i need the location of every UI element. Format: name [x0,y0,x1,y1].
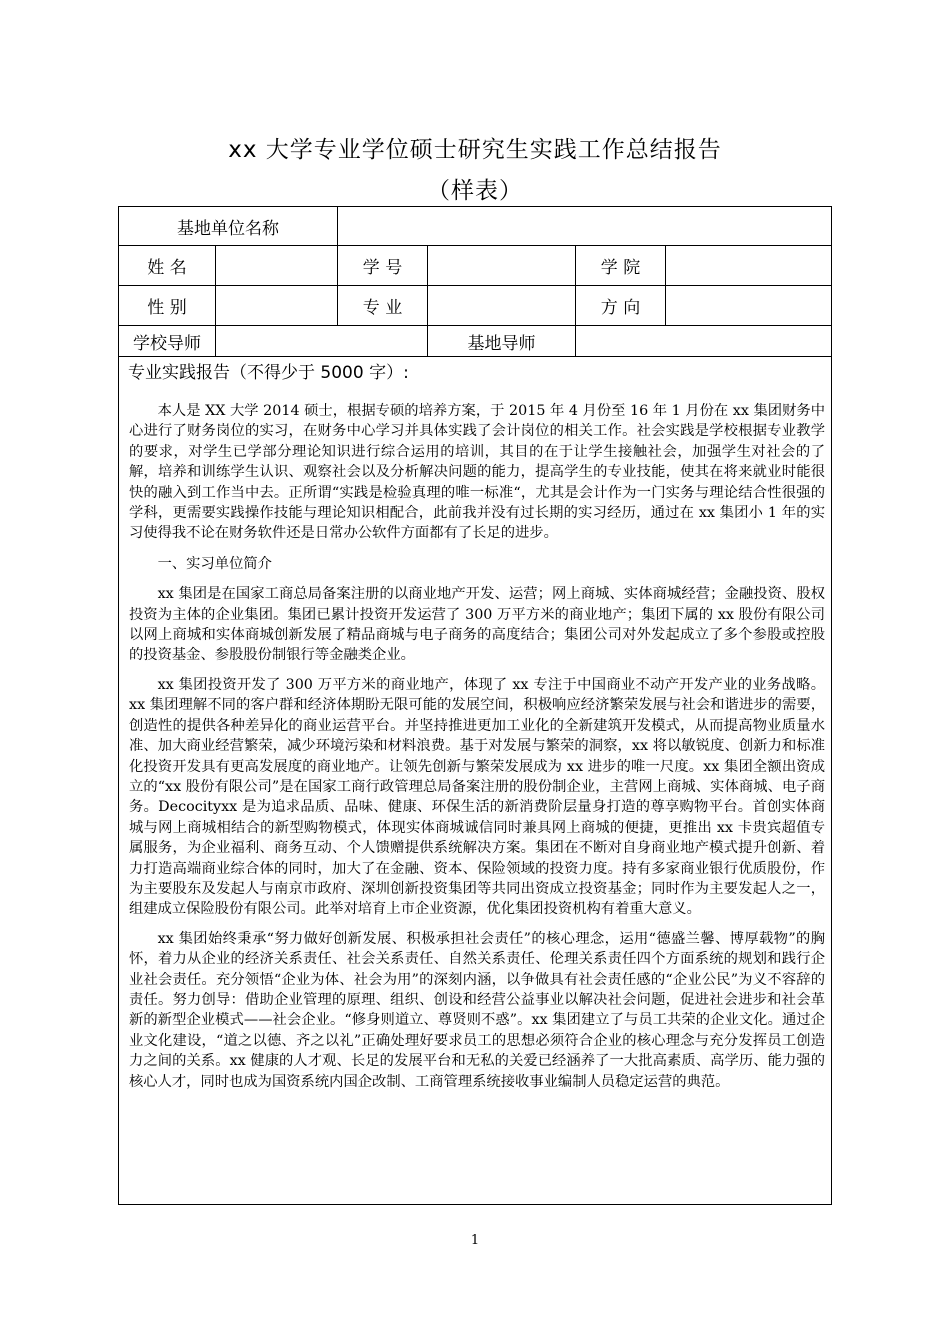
college-label-cell: 学 院 [575,245,666,286]
section-heading-unit-intro: 一、实习单位简介 [157,555,272,572]
base-unit-label-cell: 基地单位名称 [118,206,338,246]
student-id-value-cell[interactable] [427,245,576,286]
report-paragraph-intro: 本人是 XX 大学 2014 硕士，根据专硕的培养方案，于 2015 年 4 月份至 16 年 1 月份在 xx 集团财务中心进行了财务岗位的实习，在财务中心学习并具体实践了会计岗位的相关工作。社会实践是学校根据专业教学的要求，对学生已学部分理论知识进行综合运用的培训，其目的在于让学生接触社会，加强学生对社会的了解，培养和训练学生认识、观察社会以及分析解决问题的能力，提高学生的专业技能，使其在将来就业时能很快的融入到工作当中去。正所谓“实践是检验真理的唯一标准“，尤其是会计作为一门实务与理论结合性很强的学科，更需要实践操作技能与理论知识相配合，此前我并没有过长期的实习经历，通过在 xx 集团小 1 年的实习使得我不论在财务软件还是日常办公软件方面都有了长足的进步。 [129,403,825,542]
name-label-cell: 姓 名 [118,245,216,286]
gender-value-cell[interactable] [215,285,338,326]
document-title: xx 大学专业学位硕士研究生实践工作总结报告 [228,137,722,163]
practice-report-body [129,401,825,1101]
report-paragraph: xx 集团投资开发了 300 万平方米的商业地产，体现了 xx 专注于中国商业不动产开发产业的业务战略。xx 集团理解不同的客户群和经济体期盼无限可能的发展空间，积极响应经济繁荣发展与社会和谐进步的需要，创造性的提供各种差异化的商业运营平台。并坚持推进更加工业化的全新建筑开发模式，从而提高物业质量水准、加大商业经营繁荣，减少环境污染和材料浪费。基于对发展与繁荣的洞察，xx 将以敏锐度、创新力和标准化投资开发具有更高发展度的商业地产。让领先创新与繁荣发展成为 xx 进步的唯一尺度。xx 集团全额出资成立的“xx 股份有限公司”是在国家工商行政管理总局备案注册的股份制企业，主营网上商城、实体商城、电子商务。Decocityxx 是为追求品质、品味、健康、环保生活的新消费阶层量身打造的尊享购物平台。首创实体商城与网上商城相结合的新型购物模式，体现实体商城诚信同时兼具网上商城的便捷，更推出 xx 卡贵宾超值专属服务，为企业福利、商务互动、个人馈赠提供系统解决方案。集团在不断对自身商业地产模式提升创新、着力打造高端商业综合体的同时，加大了在金融、资本、保险领域的投资力度。持有多家商业银行优质股份，作为主要股东及发起人与南京市政府、深圳创新投资集团等共同出资成立投资基金；同时作为主要发起人之一，组建成立保险股份有限公司。此举对培育上市企业资源，优化集团投资机构有着重大意义。 [129,676,825,918]
direction-label-cell: 方 向 [575,285,666,326]
student-id-label-cell: 学 号 [337,245,428,286]
document-subtitle: （样表） [427,178,523,204]
college-value-cell[interactable] [665,245,832,286]
major-label-cell: 专 业 [337,285,428,326]
gender-label-cell: 性 别 [118,285,216,326]
base-unit-value-cell[interactable] [337,206,832,246]
practice-report-box [118,356,832,1205]
base-advisor-label-cell: 基地导师 [427,325,576,357]
report-paragraph: xx 集团是在国家工商总局备案注册的以商业地产开发、运营；网上商城、实体商城经营；金融投资、股权投资为主体的企业集团。集团已累计投资开发运营了 300 万平方米的商业地产；集团下属的 xx 股份有限公司以网上商城和实体商城创新发展了精品商城与电子商务的高度结合；集团公司对外发起成立了多个参股或控股的投资基金、参股股份制银行等金融类企业。 [129,586,825,664]
school-advisor-value-cell[interactable] [215,325,428,357]
major-value-cell[interactable] [427,285,576,326]
name-value-cell[interactable] [215,245,338,286]
school-advisor-label-cell: 学校导师 [118,325,216,357]
direction-value-cell[interactable] [665,285,832,326]
report-paragraph: xx 集团始终秉承“努力做好创新发展、积极承担社会责任”的核心理念，运用“德盛兰馨、博厚载物”的胸怀，着力从企业的经济关系责任、社会关系责任、自然关系责任、伦理关系责任四个方面系统的规划和践行企业社会责任。充分领悟“企业为体、社会为用”的深刻内涵，以争做具有社会责任感的“企业公民”为义不容辞的责任。努力创导：借助企业管理的原理、组织、创设和经营公益事业以解决社会问题，促进社会进步和社会革新的新型企业模式——社会企业。“修身则道立、尊贤则不惑”。xx 集团建立了与员工共荣的企业文化。通过企业文化建设，“道之以德、齐之以礼”正确处理好要求员工的思想必须符合企业的核心理念与充分发挥员工创造力之间的关系。xx 健康的人才观、长足的发展平台和无私的关爱已经涵养了一大批高素质、高学历、能力强的核心人才，同时也成为国资系统内国企改制、工商管理系统接收事业编制人员稳定运营的典范。 [129,930,825,1090]
page-number: 1 [470,1233,480,1248]
practice-report-label: 专业实践报告（不得少于 5000 字）: [128,363,409,383]
base-advisor-value-cell[interactable] [575,325,832,357]
